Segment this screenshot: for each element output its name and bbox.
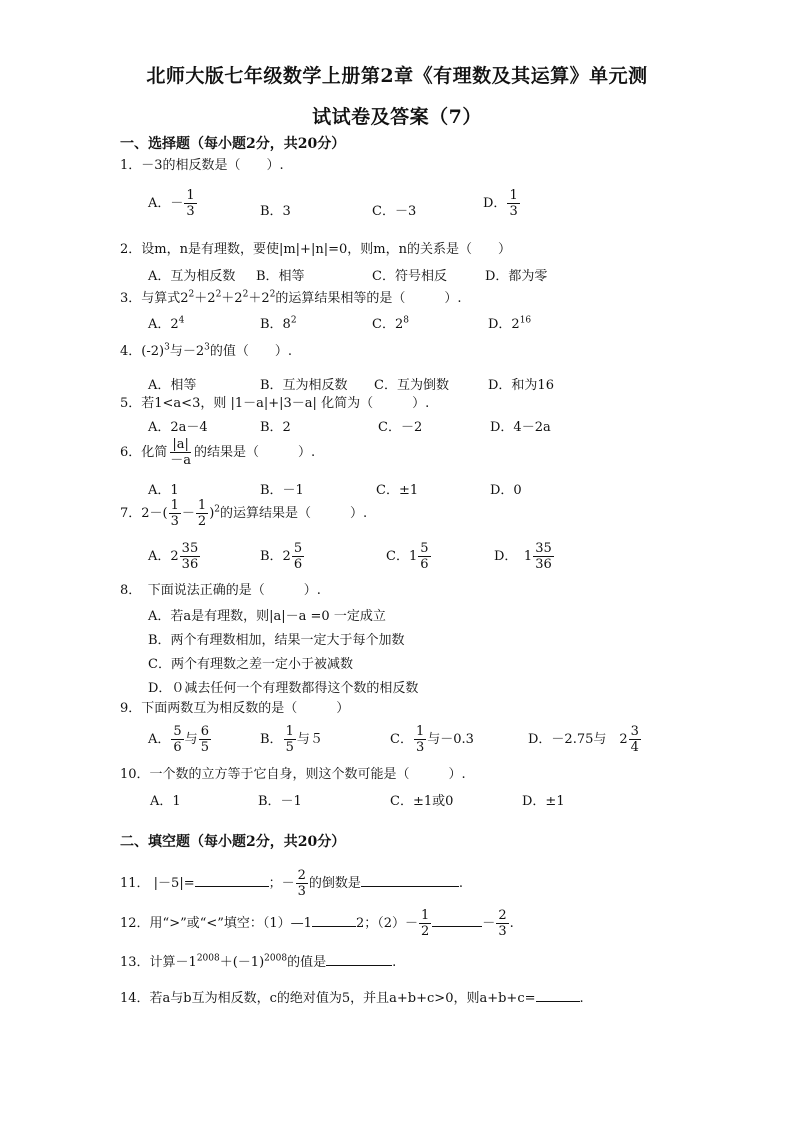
q8-option-b: B．两个有理数相加，结果一定大于每个加数 xyxy=(148,633,405,648)
q11-blank-2[interactable] xyxy=(361,886,459,887)
q11-blank-1[interactable] xyxy=(195,886,269,887)
q4-option-c: C．互为倒数 xyxy=(374,378,449,393)
q2-option-b: B．相等 xyxy=(256,269,305,284)
q14-blank[interactable] xyxy=(536,1001,580,1002)
q8-option-a: A．若a是有理数，则|a|－a =0 一定成立 xyxy=(148,609,386,624)
q7-option-a: A．2 $\frac{35}{36}$ xyxy=(148,541,199,572)
q4-option-d: D．和为16 xyxy=(488,378,554,393)
q10-option-a: A．1 xyxy=(150,794,181,809)
q6-option-c: C．±1 xyxy=(376,483,419,498)
q9-option-a: A． $\frac{5}{6}$ 与 $\frac{6}{5}$ xyxy=(148,724,209,755)
q6-option-b: B．－1 xyxy=(260,483,304,498)
q12-stem: 12．用“>”或“<”填空：（1）—1 2；（2）－ $\frac{1}{2}$ － $\frac{2}{3}$ . xyxy=(120,908,514,939)
q8-option-d: D．０减去任何一个有理数都得这个数的相反数 xyxy=(148,681,419,696)
q5-option-a: A．2a－4 xyxy=(148,420,208,435)
q13-blank[interactable] xyxy=(326,965,392,966)
section-2-heading: 二、填空题（每小题2分，共20分） xyxy=(120,834,346,850)
q2-stem: 2．设m，n是有理数，要使|m|+|n|=0，则m，n的关系是（ ） xyxy=(120,242,511,257)
q7-option-b: B．2 $\frac{5}{6}$ xyxy=(260,541,303,572)
q3-option-b: B．$8^2$ xyxy=(260,315,297,332)
q12-blank-2[interactable] xyxy=(432,926,482,927)
q4-stem: 4．$(-2)^3$与$-2^3$的值（ ）. xyxy=(120,342,292,359)
q11-stem: 11． |－5|= ；－ $\frac{2}{3}$ 的倒数是 . xyxy=(120,868,464,899)
q13-stem: 13．计算$-1^{2008}+(-1)^{2008}$的值是 . xyxy=(120,953,397,970)
q12-blank-1[interactable] xyxy=(312,926,356,927)
q7-option-c: C．1 $\frac{5}{6}$ xyxy=(386,541,429,572)
q8-option-c: C．两个有理数之差一定小于被减数 xyxy=(148,657,353,672)
q5-option-c: C．－2 xyxy=(378,420,423,435)
q9-stem: 9．下面两数互为相反数的是（ ） xyxy=(120,701,350,716)
q9-option-d: D．－2.75与 2 $\frac{3}{4}$ xyxy=(528,724,639,755)
q7-stem: 7．2－( $\frac{1}{3}$ － $\frac{1}{2}$ )$^2$的运算结果是（ ）. xyxy=(120,498,368,529)
q9-option-b: B． $\frac{1}{5}$ 与５ xyxy=(260,724,323,755)
q6-option-a: A．1 xyxy=(148,483,179,498)
q2-option-a: A．互为相反数 xyxy=(148,269,236,284)
q5-stem: 5．若1<a<3，则 |1－a|+|3－a| 化简为（ ）. xyxy=(120,396,430,411)
q8-stem: 8． 下面说法正确的是（ ）. xyxy=(120,583,321,598)
q10-option-d: D．±1 xyxy=(522,794,565,809)
q7-option-d: D． 1 $\frac{35}{36}$ xyxy=(494,541,552,572)
section-1-heading: 一、选择题（每小题2分，共20分） xyxy=(120,136,346,152)
q10-option-b: B．－1 xyxy=(258,794,302,809)
q4-option-a: A．相等 xyxy=(148,378,197,393)
q2-option-d: D．都为零 xyxy=(485,269,548,284)
q3-stem: 3．与算式$2^2+2^2+2^2+2^2$的运算结果相等的是（ ）. xyxy=(120,289,462,306)
q4-option-b: B．互为相反数 xyxy=(260,378,348,393)
title-line-2: 试试卷及答案（7） xyxy=(312,106,482,128)
q3-option-c: C．$2^8$ xyxy=(372,315,409,332)
q1-option-b: B．3 xyxy=(260,204,291,219)
q1-option-c: C．－3 xyxy=(372,204,417,219)
q14-stem: 14．若a与b互为相反数，c的绝对值为5，并且a+b+c>0，则a+b+c= . xyxy=(120,991,584,1006)
q1-option-a: A．－ $\frac{1}{3}$ xyxy=(148,188,195,219)
q5-option-d: D．4－2a xyxy=(490,420,551,435)
q9-option-c: C． $\frac{1}{3}$ 与－0.3 xyxy=(390,724,474,755)
q6-option-d: D．0 xyxy=(490,483,522,498)
q5-option-b: B．2 xyxy=(260,420,291,435)
q1-stem: 1．－3的相反数是（ ）. xyxy=(120,158,284,173)
q3-option-d: D．$2^{16}$ xyxy=(488,315,532,332)
q6-stem: 6．化简 $\frac{|a|}{-a}$ 的结果是（ ）. xyxy=(120,437,316,468)
q1-option-d: D． $\frac{1}{3}$ xyxy=(483,188,518,219)
q2-option-c: C．符号相反 xyxy=(372,269,447,284)
q3-option-a: A．$2^4$ xyxy=(148,315,185,332)
q10-stem: 10．一个数的立方等于它自身，则这个数可能是（ ）. xyxy=(120,767,466,782)
title-line-1: 北师大版七年级数学上册第2章《有理数及其运算》单元测 xyxy=(146,65,648,87)
q10-option-c: C．±1或0 xyxy=(390,794,454,809)
